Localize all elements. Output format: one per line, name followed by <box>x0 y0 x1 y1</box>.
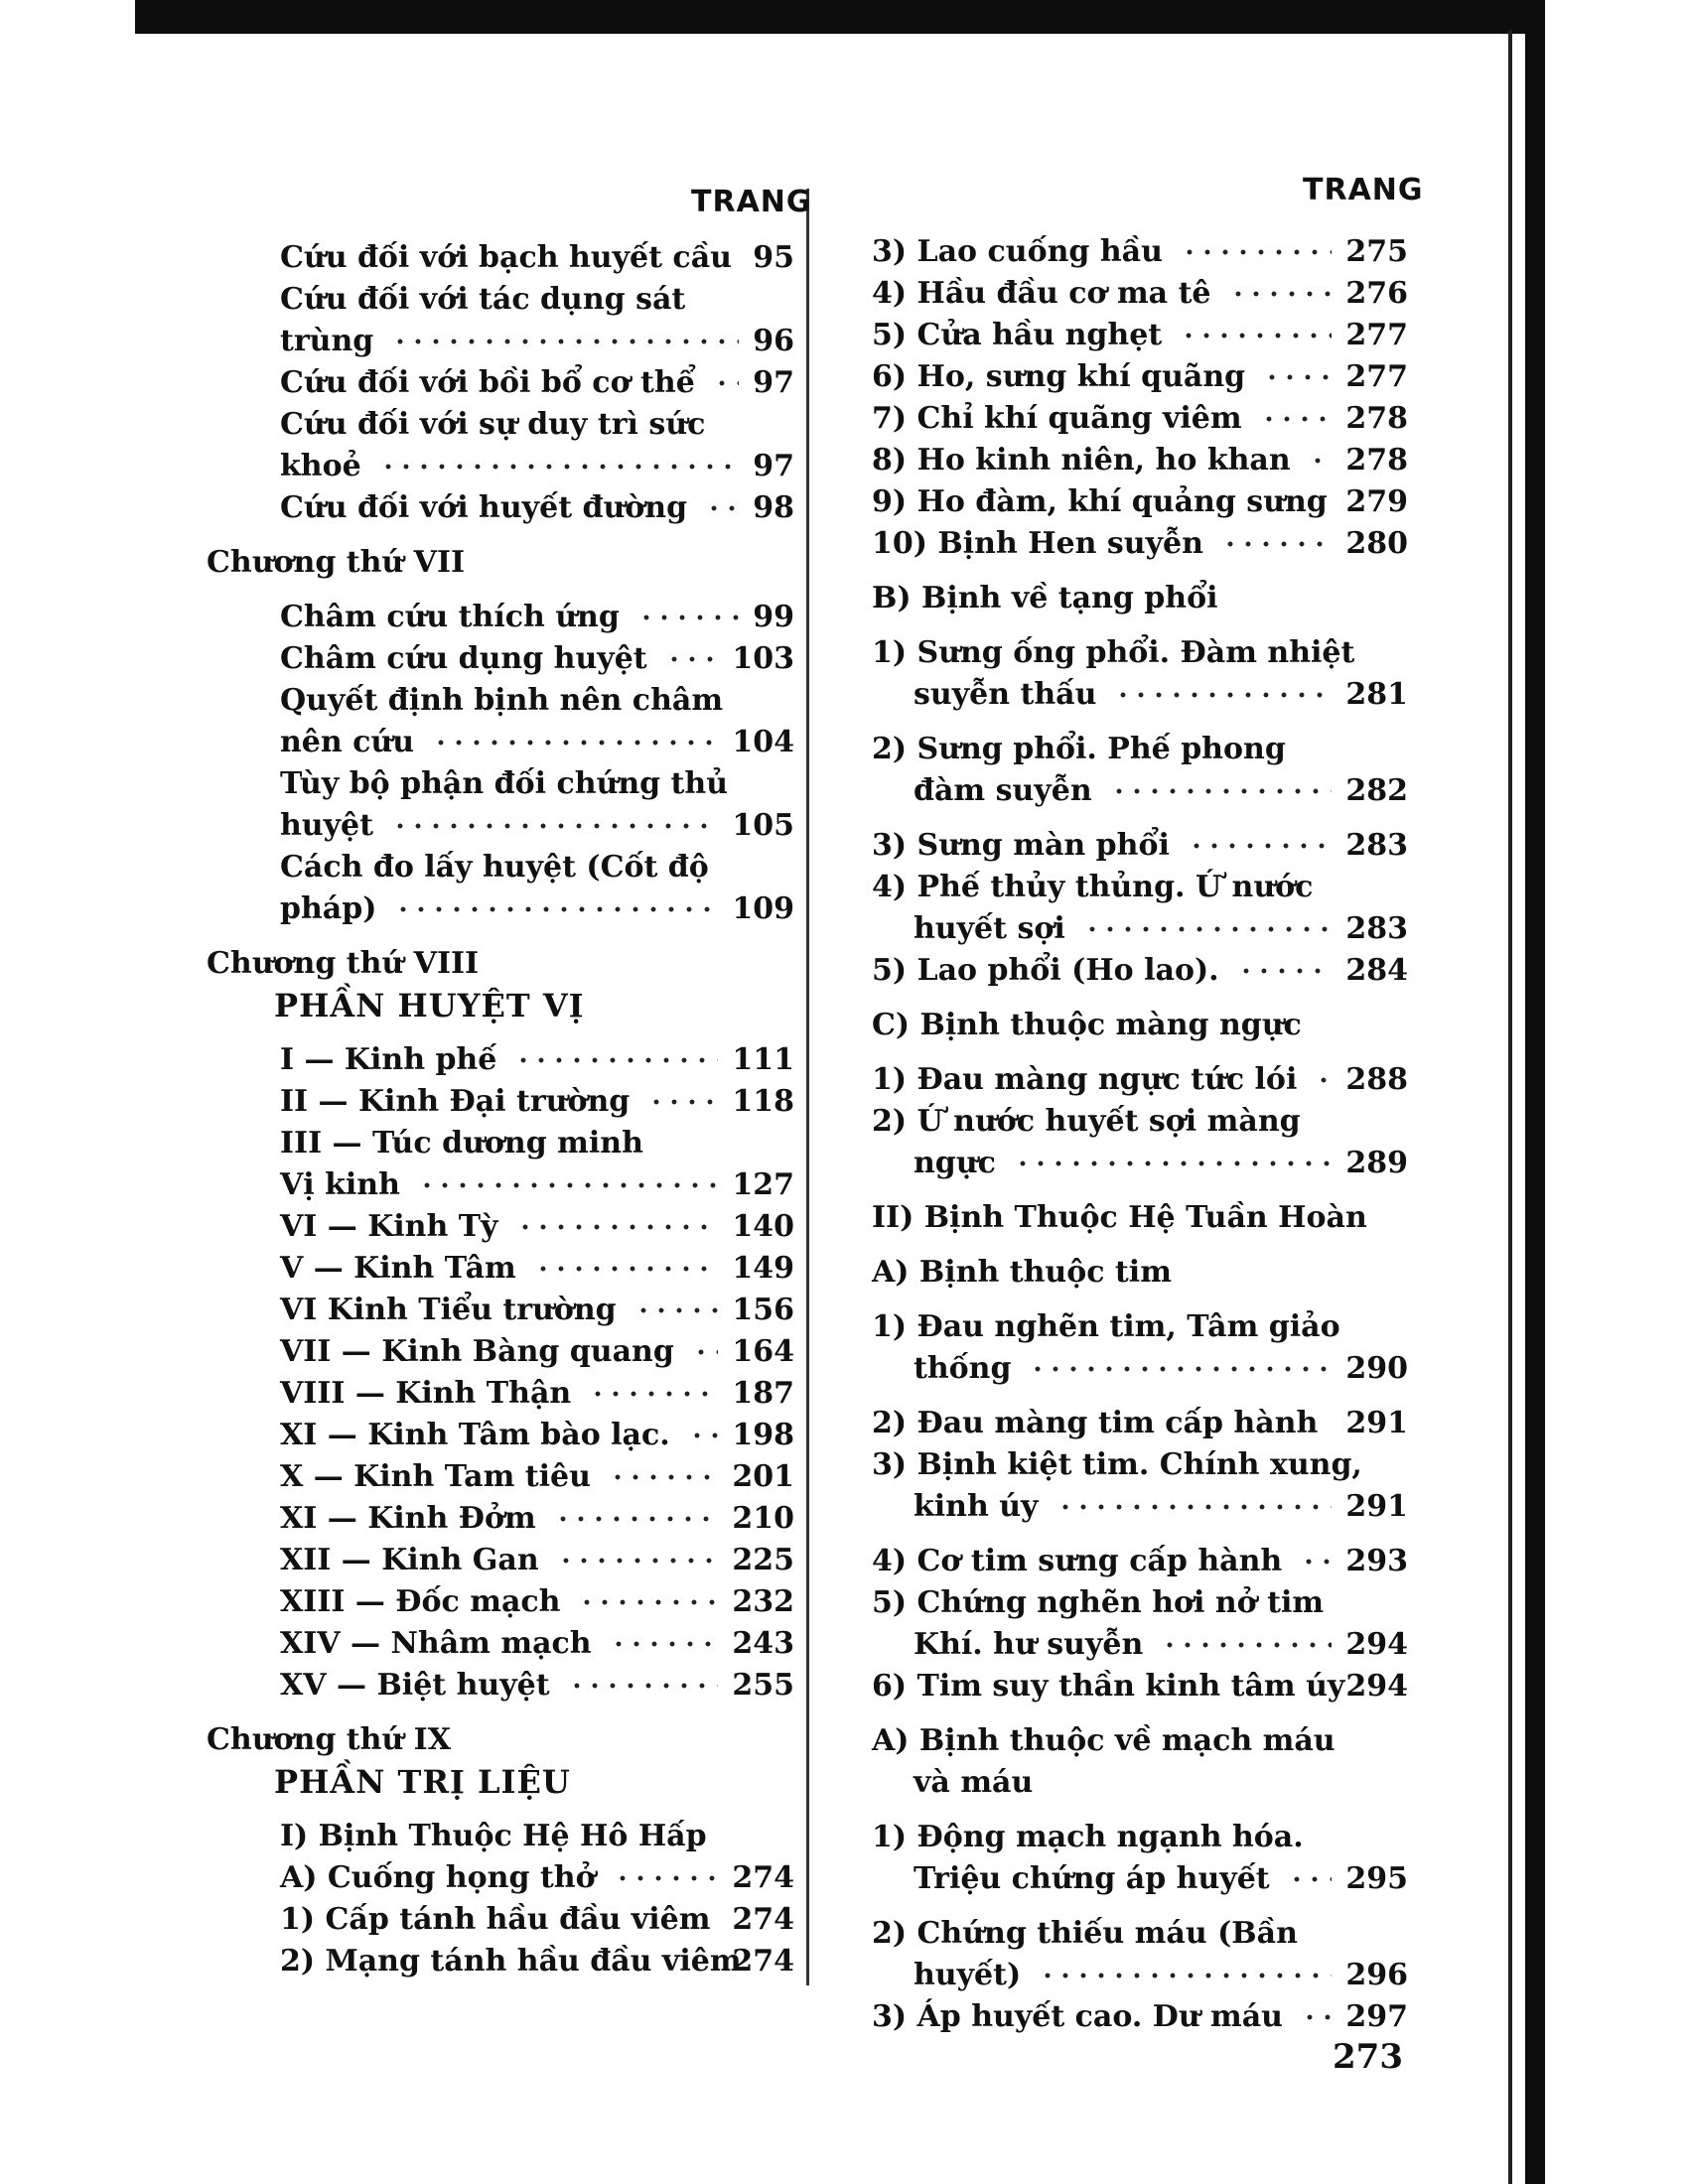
toc-entry-title: A) Bịnh thuộc về mạch máu <box>872 1723 1336 1758</box>
toc-entry <box>872 1486 1408 1528</box>
toc-entry-title: 3) Bịnh kiệt tim. Chính xung, <box>872 1447 1362 1482</box>
toc-entry-title: 3) Lao cuống hầu <box>872 234 1163 269</box>
toc-entry-title: 6) Tim suy thần kinh tâm úy <box>872 1669 1345 1704</box>
toc-entry-page: 99 <box>753 600 794 634</box>
toc-entry-page: 293 <box>1345 1544 1408 1578</box>
toc-entry <box>872 1666 1408 1707</box>
toc-entry-title: 2) Mạng tánh hầu đầu viêm <box>280 1944 742 1979</box>
toc-entry <box>872 950 1408 992</box>
toc-entry <box>199 542 794 584</box>
toc-entry-title: VI — Kinh Tỳ <box>280 1209 498 1244</box>
toc-entry-page: 280 <box>1345 526 1408 561</box>
toc-entry <box>199 722 794 763</box>
toc-entry-page: 294 <box>1345 1669 1408 1704</box>
toc-entry-page: 164 <box>732 1334 794 1369</box>
toc-entry-title: Cứu đối với bồi bổ cơ thể <box>280 365 695 400</box>
toc-entry-page: 283 <box>1345 828 1408 863</box>
toc-entry-page: 291 <box>1345 1406 1408 1440</box>
toc-entry <box>199 597 794 638</box>
toc-entry-title: 3) Áp huyết cao. Dư máu <box>872 1999 1283 2034</box>
toc-entry-title: Triệu chứng áp huyết <box>914 1861 1270 1896</box>
dot-leader <box>516 1206 718 1248</box>
toc-entry <box>872 1444 1408 1486</box>
dot-leader <box>418 1164 718 1206</box>
toc-entry <box>199 1123 794 1164</box>
toc-entry-page: 232 <box>732 1584 794 1619</box>
toc-entry <box>199 985 794 1026</box>
dot-leader <box>1039 1955 1332 1996</box>
toc-entry-title: PHẦN HUYỆT VỊ <box>274 987 585 1024</box>
toc-entry <box>872 523 1408 565</box>
dot-leader <box>688 1415 718 1456</box>
toc-entry <box>872 1143 1408 1184</box>
toc-entry <box>199 638 794 680</box>
toc-entry-page: 140 <box>732 1209 794 1244</box>
dot-leader <box>1188 825 1332 867</box>
toc-entry <box>199 763 794 805</box>
dot-leader <box>1221 523 1332 565</box>
toc-entry-title: thống <box>914 1351 1012 1386</box>
toc-entry-title: VI Kinh Tiểu trường <box>280 1293 617 1327</box>
toc-entry <box>872 578 1408 619</box>
toc-entry-page: 295 <box>1345 1861 1408 1896</box>
dot-leader <box>1180 315 1332 356</box>
toc-entry-page: 294 <box>1345 1627 1408 1662</box>
toc-entry <box>872 1403 1408 1444</box>
toc-entry-title: 6) Ho, sưng khí quãng <box>872 359 1246 394</box>
toc-entry-title: XIII — Đốc mạch <box>280 1584 561 1619</box>
toc-entry-title: B) Bịnh về tạng phổi <box>872 581 1218 615</box>
toc-entry-title: 1) Sưng ống phổi. Đàm nhiệt <box>872 635 1355 670</box>
toc-entry-title: 2) Sưng phổi. Phế phong <box>872 732 1286 766</box>
toc-entry <box>872 1059 1408 1101</box>
toc-entry <box>199 1761 794 1803</box>
toc-entry-title: C) Bịnh thuộc màng ngực <box>872 1008 1302 1042</box>
left-column-header: TRANG <box>691 185 812 219</box>
toc-entry <box>872 1624 1408 1666</box>
dot-leader <box>1181 231 1332 273</box>
toc-entry <box>199 321 794 362</box>
dot-leader <box>1114 674 1332 716</box>
toc-entry-title: XI — Kinh Tâm bào lạc. <box>280 1418 670 1452</box>
toc-entry <box>872 1720 1408 1762</box>
toc-entry <box>199 1164 794 1206</box>
toc-entry-title: 8) Ho kinh niên, ho khan <box>872 443 1291 478</box>
toc-entry <box>872 729 1408 770</box>
toc-entry <box>872 1913 1408 1955</box>
toc-entry-title: VII — Kinh Bàng quang <box>280 1334 674 1369</box>
toc-entry <box>199 1941 794 1982</box>
toc-entry-title: 2) Chứng thiếu máu (Bần <box>872 1916 1298 1951</box>
toc-entry-title: 5) Lao phổi (Ho lao). <box>872 953 1219 988</box>
toc-entry <box>199 888 794 930</box>
toc-entry <box>199 446 794 487</box>
toc-entry-title: Cứu đối với sự duy trì sức <box>280 407 706 442</box>
toc-entry-page: 187 <box>732 1376 794 1411</box>
toc-entry-page: 225 <box>732 1543 794 1577</box>
dot-leader <box>665 638 718 680</box>
toc-entry-title: suyễn thấu <box>914 677 1097 712</box>
toc-entry-page: 288 <box>1345 1062 1408 1097</box>
toc-entry-title: I — Kinh phế <box>280 1042 497 1077</box>
toc-entry <box>872 1955 1408 1996</box>
toc-entry-title: huyết) <box>914 1958 1022 1992</box>
toc-entry-title: 2) Ứ nước huyết sợi màng <box>872 1104 1301 1139</box>
toc-entry <box>199 1039 794 1081</box>
toc-entry-title: Cứu đối với bạch huyết cầu <box>280 240 732 275</box>
toc-entry <box>872 1762 1408 1804</box>
toc-entry <box>199 680 794 722</box>
top-border-bar <box>135 0 1545 34</box>
dot-leader <box>634 1290 718 1331</box>
toc-entry-page: 281 <box>1345 677 1408 712</box>
toc-entry <box>872 315 1408 356</box>
toc-entry <box>872 1252 1408 1294</box>
toc-entry <box>872 1996 1408 2038</box>
toc-entry-title: 1) Đau nghẽn tim, Tâm giảo <box>872 1309 1340 1344</box>
toc-entry <box>199 805 794 847</box>
dot-leader <box>568 1665 718 1706</box>
toc-entry-title: 4) Phế thủy thủng. Ứ nước <box>872 870 1314 904</box>
toc-entry-page: 118 <box>732 1084 794 1119</box>
dot-leader <box>610 1623 718 1665</box>
toc-entry-title: A) Bịnh thuộc tim <box>872 1255 1172 1290</box>
toc-entry-title: 1) Đau màng ngực tức lói <box>872 1062 1298 1097</box>
toc-entry-page: 277 <box>1345 359 1408 394</box>
toc-entry <box>872 770 1408 812</box>
toc-entry-title: III — Túc dương minh <box>280 1126 643 1160</box>
toc-entry-page: 278 <box>1345 443 1408 478</box>
dot-leader <box>614 1857 718 1899</box>
toc-entry <box>872 356 1408 398</box>
dot-leader <box>578 1581 718 1623</box>
toc-entry-title: 1) Cấp tánh hầu đầu viêm <box>280 1902 711 1937</box>
right-toc-column <box>872 231 1408 2038</box>
toc-entry-page: 282 <box>1345 773 1408 808</box>
toc-entry-title: và máu <box>914 1765 1034 1800</box>
toc-entry-page: 274 <box>732 1944 794 1979</box>
toc-entry <box>872 867 1408 908</box>
dot-leader <box>1309 440 1332 481</box>
toc-entry <box>199 237 794 279</box>
dot-leader <box>647 1081 718 1123</box>
toc-entry-page: 277 <box>1345 318 1408 352</box>
toc-entry-title: Châm cứu thích ứng <box>280 600 620 634</box>
toc-entry-title: VIII — Kinh Thận <box>280 1376 572 1411</box>
toc-entry-title: nên cứu <box>280 725 415 759</box>
toc-entry-page: 149 <box>732 1251 794 1286</box>
toc-entry <box>872 1197 1408 1239</box>
toc-entry-page: 296 <box>1345 1958 1408 1992</box>
toc-entry <box>872 1005 1408 1046</box>
toc-entry-title: đàm suyễn <box>914 773 1092 808</box>
toc-entry-title: 2) Đau màng tim cấp hành <box>872 1406 1319 1440</box>
toc-entry-title: V — Kinh Tâm <box>280 1251 516 1286</box>
toc-entry-title: XII — Kinh Gan <box>280 1543 539 1577</box>
toc-entry-page: 109 <box>732 891 794 926</box>
toc-entry-title: pháp) <box>280 891 377 926</box>
dot-leader <box>554 1498 718 1540</box>
toc-entry-title: Tùy bộ phận đối chứng thủ <box>280 766 729 801</box>
dot-leader <box>1229 273 1332 315</box>
toc-entry <box>199 1081 794 1123</box>
dot-leader <box>1315 1059 1332 1101</box>
dot-leader <box>705 487 739 529</box>
toc-entry-page: 104 <box>732 725 794 759</box>
toc-entry-title: XIV — Nhâm mạch <box>280 1626 592 1661</box>
toc-entry <box>199 1665 794 1706</box>
toc-entry-title: huyết sợi <box>914 911 1065 946</box>
toc-entry-title: Chương thứ IX <box>207 1722 451 1757</box>
dot-leader <box>432 722 718 763</box>
toc-entry-page: 210 <box>732 1501 794 1536</box>
toc-entry-page: 156 <box>732 1293 794 1327</box>
toc-entry <box>199 1816 794 1857</box>
toc-entry-title: 1) Động mạch ngạnh hóa. <box>872 1820 1304 1854</box>
toc-entry-title: 9) Ho đàm, khí quảng sưng <box>872 484 1328 519</box>
toc-entry <box>199 1290 794 1331</box>
toc-entry <box>872 908 1408 950</box>
toc-entry-title: Cách đo lấy huyệt (Cốt độ <box>280 850 709 885</box>
toc-entry <box>199 943 794 985</box>
toc-entry <box>872 1348 1408 1390</box>
toc-entry-title: Khí. hư suyễn <box>914 1627 1144 1662</box>
toc-entry-page: 284 <box>1345 953 1408 988</box>
toc-entry <box>872 1306 1408 1348</box>
toc-entry-title: trùng <box>280 324 374 358</box>
toc-entry-page: 297 <box>1345 1999 1408 2034</box>
toc-entry <box>872 1541 1408 1582</box>
toc-entry-title: Chương thứ VII <box>207 545 466 580</box>
dot-leader <box>692 1331 718 1373</box>
toc-entry-title: khoẻ <box>280 449 361 483</box>
toc-entry <box>872 440 1408 481</box>
toc-entry <box>199 1248 794 1290</box>
toc-entry-title: 7) Chỉ khí quãng viêm <box>872 401 1242 436</box>
toc-entry <box>199 1719 794 1761</box>
toc-entry-title: Vị kinh <box>280 1167 400 1202</box>
dot-leader <box>1056 1486 1332 1528</box>
dot-leader <box>1014 1143 1332 1184</box>
toc-entry-page: 289 <box>1345 1146 1408 1180</box>
toc-entry-title: Cứu đối với huyết đường <box>280 490 688 525</box>
toc-entry <box>872 481 1408 523</box>
toc-entry-page: 283 <box>1345 911 1408 946</box>
toc-entry-page: 279 <box>1345 484 1408 519</box>
toc-entry <box>872 1817 1408 1858</box>
right-column-header: TRANG <box>1303 173 1424 207</box>
toc-entry-title: 5) Chứng nghẽn hơi nở tim <box>872 1585 1325 1620</box>
toc-entry <box>199 1540 794 1581</box>
toc-entry-page: 255 <box>732 1668 794 1703</box>
toc-entry <box>199 1498 794 1540</box>
toc-entry-title: 3) Sưng màn phổi <box>872 828 1170 863</box>
toc-entry <box>872 1582 1408 1624</box>
toc-entry-title: A) Cuống họng thở <box>280 1860 596 1895</box>
toc-entry <box>872 231 1408 273</box>
toc-entry <box>872 1858 1408 1900</box>
toc-entry <box>199 1623 794 1665</box>
toc-entry <box>199 1899 794 1941</box>
toc-entry <box>872 398 1408 440</box>
toc-entry-title: XV — Biệt huyệt <box>280 1668 550 1703</box>
toc-entry-page: 201 <box>732 1459 794 1494</box>
dot-leader <box>1300 1541 1332 1582</box>
toc-entry-title: 4) Hầu đầu cơ ma tê <box>872 276 1211 311</box>
dot-leader <box>1083 908 1332 950</box>
toc-entry-page: 105 <box>732 808 794 843</box>
dot-leader <box>1161 1624 1332 1666</box>
dot-leader <box>713 362 739 404</box>
toc-entry <box>199 1206 794 1248</box>
toc-entry <box>199 1857 794 1899</box>
toc-entry-page: 274 <box>732 1860 794 1895</box>
toc-entry-page: 98 <box>753 490 794 525</box>
dot-leader <box>379 446 739 487</box>
toc-entry-title: II) Bịnh Thuộc Hệ Tuần Hoàn <box>872 1200 1367 1235</box>
toc-entry-page: 95 <box>753 240 794 275</box>
toc-entry <box>199 1415 794 1456</box>
toc-entry <box>199 1581 794 1623</box>
toc-entry <box>872 632 1408 674</box>
toc-entry-title: kinh úy <box>914 1489 1039 1524</box>
dot-leader <box>1301 1996 1332 2038</box>
toc-entry-title: Cứu đối với tác dụng sát <box>280 282 686 317</box>
left-toc-column <box>199 237 794 1982</box>
toc-entry-page: 97 <box>753 365 794 400</box>
toc-entry-title: Chương thứ VIII <box>207 946 480 981</box>
toc-entry-title: PHẦN TRỊ LIỆU <box>274 1763 571 1801</box>
dot-leader <box>391 805 718 847</box>
dot-leader <box>557 1540 718 1581</box>
toc-entry <box>199 1331 794 1373</box>
toc-entry-page: 96 <box>753 324 794 358</box>
toc-entry-title: XI — Kinh Đởm <box>280 1501 536 1536</box>
toc-entry-page: 97 <box>753 449 794 483</box>
dot-leader <box>1260 398 1332 440</box>
toc-entry-title: 4) Cơ tim sưng cấp hành <box>872 1544 1283 1578</box>
toc-entry-page: 103 <box>732 641 794 676</box>
toc-entry-title: Châm cứu dụng huyệt <box>280 641 647 676</box>
toc-entry <box>872 674 1408 716</box>
toc-entry-page: 111 <box>732 1042 794 1077</box>
dot-leader <box>1237 950 1332 992</box>
dot-leader <box>391 321 739 362</box>
toc-entry-title: huyệt <box>280 808 373 843</box>
toc-entry <box>199 847 794 888</box>
toc-entry-title: I) Bịnh Thuộc Hệ Hô Hấp <box>280 1819 707 1853</box>
toc-entry-title: 10) Bịnh Hen suyễn <box>872 526 1203 561</box>
dot-leader <box>1110 770 1332 812</box>
toc-entry-page: 274 <box>732 1902 794 1937</box>
dot-leader <box>1263 356 1332 398</box>
toc-entry-page: 275 <box>1345 234 1408 269</box>
toc-entry <box>872 273 1408 315</box>
dot-leader <box>609 1456 718 1498</box>
toc-entry <box>199 1373 794 1415</box>
toc-entry-page: 290 <box>1345 1351 1408 1386</box>
toc-entry-title: 5) Cửa hầu nghẹt <box>872 318 1163 352</box>
toc-entry-title: Quyết định bịnh nên châm <box>280 683 724 718</box>
dot-leader <box>394 888 718 930</box>
dot-leader <box>1029 1348 1332 1390</box>
dot-leader <box>514 1039 718 1081</box>
dot-leader <box>534 1248 718 1290</box>
column-divider <box>806 189 809 1985</box>
toc-entry <box>872 825 1408 867</box>
toc-entry <box>199 279 794 321</box>
toc-entry <box>199 362 794 404</box>
toc-entry-page: 198 <box>732 1418 794 1452</box>
right-border-bar <box>1525 0 1545 2184</box>
page-number: 273 <box>1333 2037 1403 2077</box>
toc-entry-page: 276 <box>1345 276 1408 311</box>
toc-entry-title: ngực <box>914 1146 996 1180</box>
toc-entry-page: 127 <box>732 1167 794 1202</box>
dot-leader <box>1288 1858 1332 1900</box>
toc-entry-page: 243 <box>732 1626 794 1661</box>
toc-entry <box>872 1101 1408 1143</box>
toc-entry <box>199 404 794 446</box>
toc-entry-page: 291 <box>1345 1489 1408 1524</box>
toc-entry-title: II — Kinh Đại trường <box>280 1084 631 1119</box>
dot-leader <box>637 597 739 638</box>
toc-entry-title: X — Kinh Tam tiêu <box>280 1459 591 1494</box>
toc-entry <box>199 487 794 529</box>
right-edge-line <box>1508 30 1512 2184</box>
toc-entry-page: 278 <box>1345 401 1408 436</box>
dot-leader <box>589 1373 718 1415</box>
toc-entry <box>199 1456 794 1498</box>
